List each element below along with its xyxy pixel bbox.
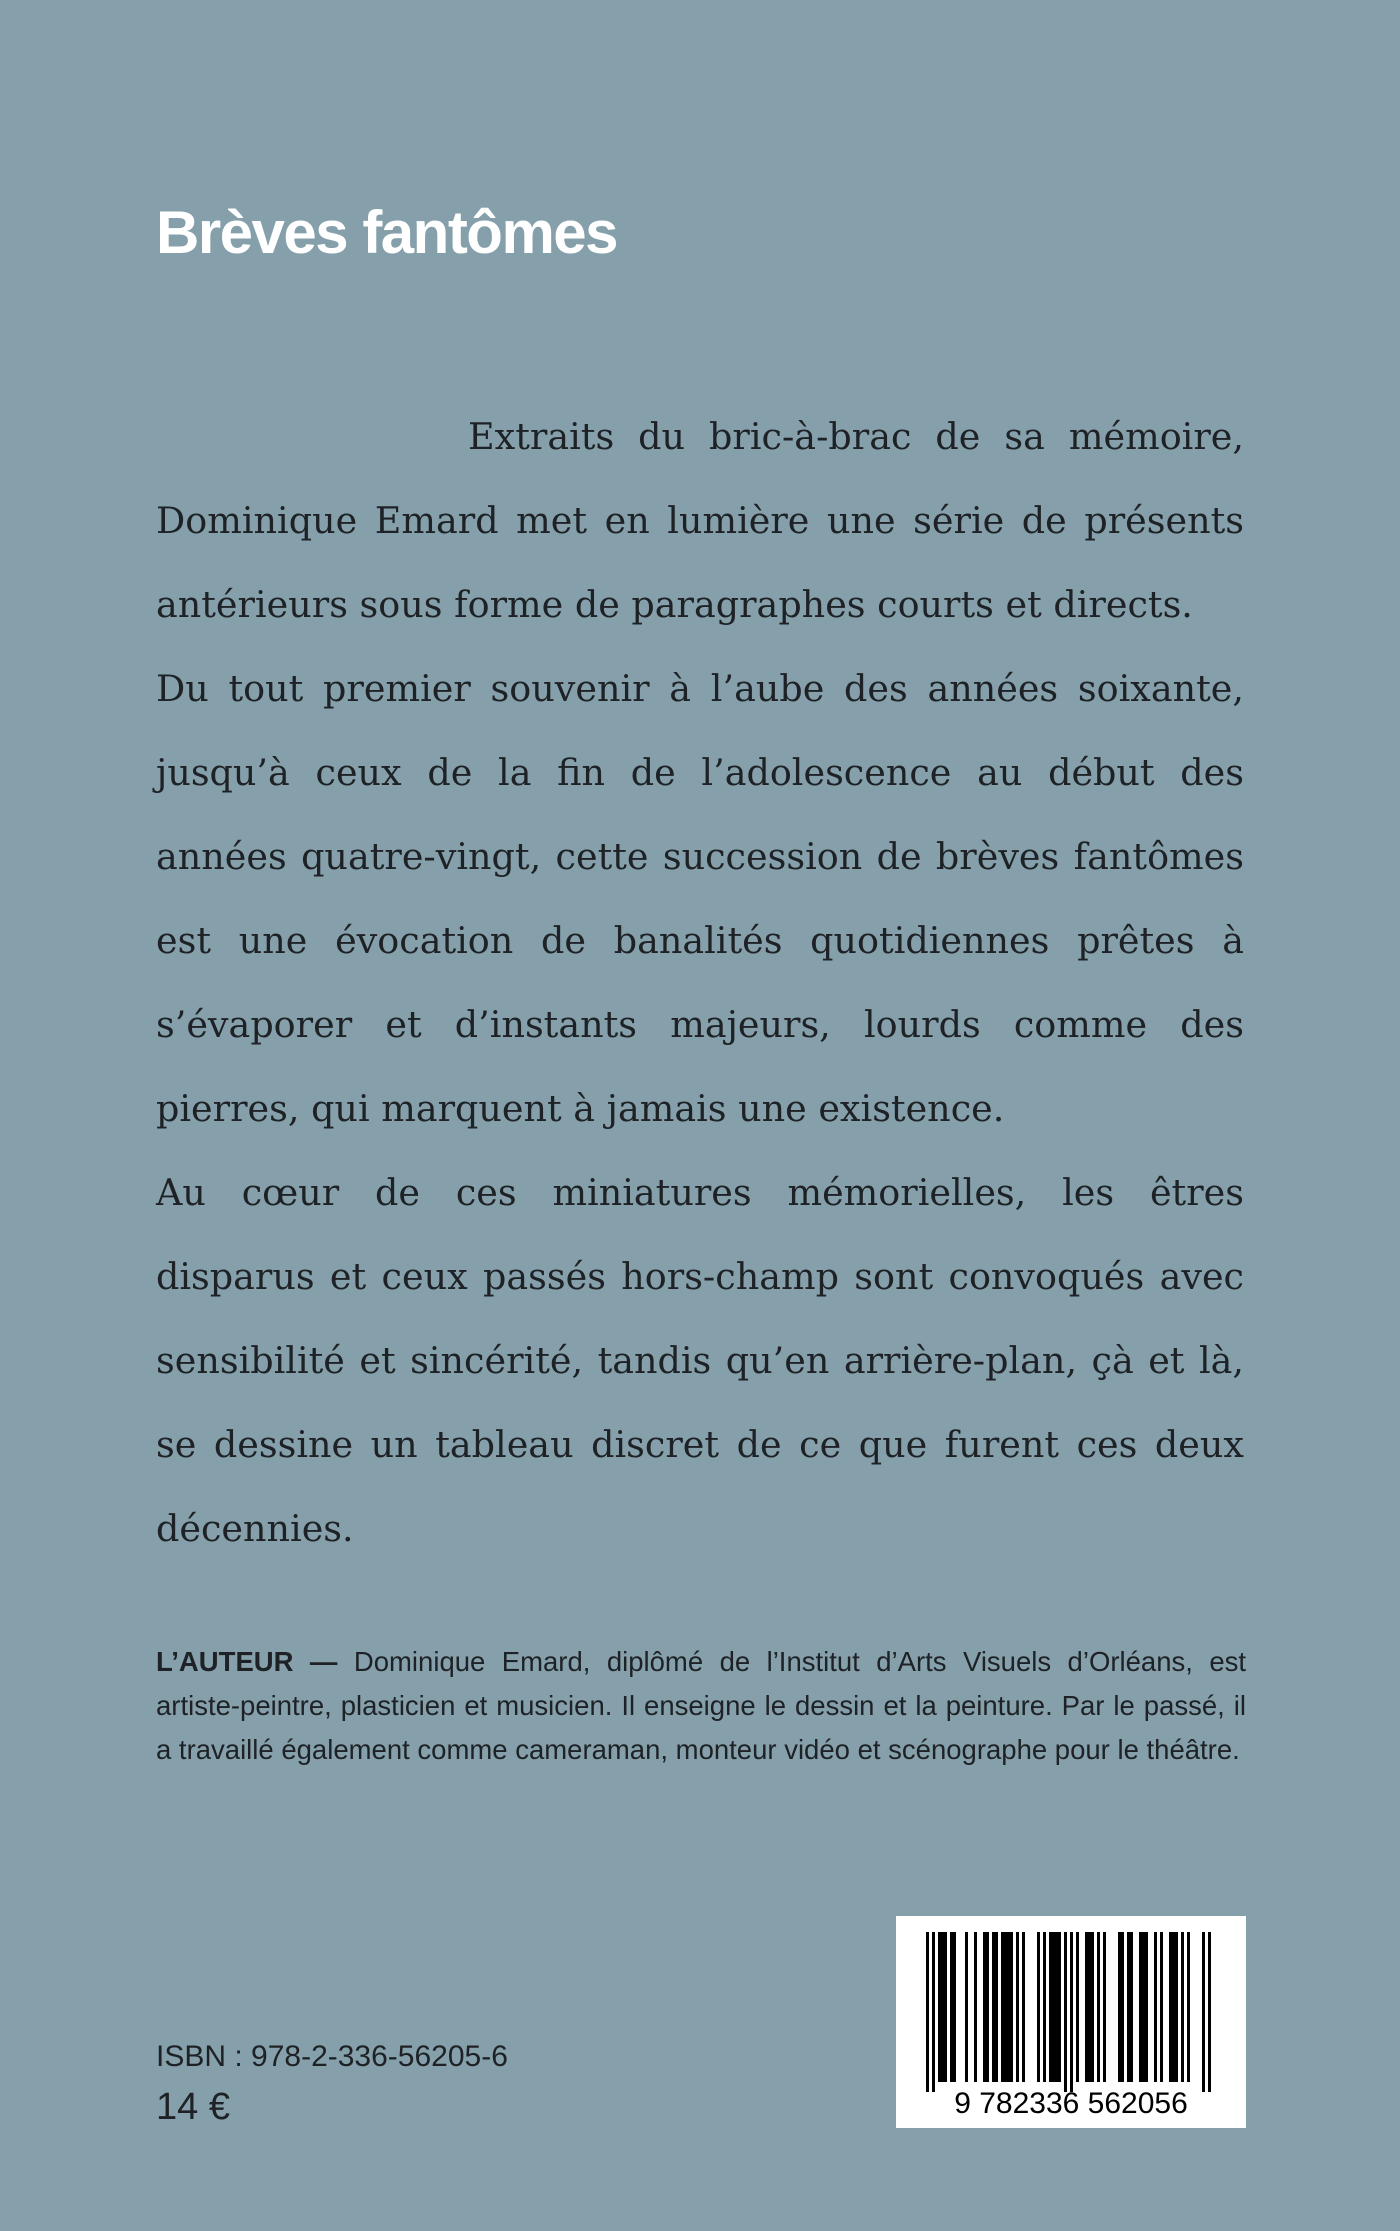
barcode-bar	[1187, 1932, 1190, 2082]
barcode-bar	[1058, 1932, 1061, 2082]
barcode-bar	[1055, 1932, 1058, 2082]
barcode-bar	[1043, 1932, 1046, 2082]
barcode-bar	[938, 1932, 941, 2082]
author-bio-text: Dominique Emard, diplômé de l’Institut d’Arts Visuels d’Orléans, est artiste-peintre, plasticien et musicien. Il enseigne le dessin et la peinture. Par le passé, il a travaillé également comme cameraman, monteur vidéo et scénographe pour le théâtre.	[156, 1646, 1247, 1765]
barcode-bar	[995, 1932, 998, 2082]
barcode-bar	[1160, 1932, 1163, 2082]
author-label: L’AUTEUR —	[156, 1646, 338, 1677]
barcode-bar	[926, 1932, 929, 2092]
blurb-paragraph-2: Du tout premier souvenir à l’aube des années soixante, jusqu’à ceux de la fin de l’adolescence au début des années quatre-vingt, cette succession de brèves fantômes est une évocation de banalités quotidiennes prêtes à s’évaporer et d’instants majeurs, lourds comme des pierres, qui marquent à jamais une existence.	[156, 667, 1244, 1130]
barcode-bar	[1181, 1932, 1184, 2082]
barcode-bar	[1097, 1932, 1100, 2082]
barcode-bar	[1016, 1932, 1019, 2082]
barcode-bar	[1037, 1932, 1040, 2082]
barcode-bar	[1202, 1932, 1205, 2092]
barcode-bar	[1085, 1932, 1088, 2082]
barcode-bar	[1076, 1932, 1079, 2082]
barcode-bar	[1142, 1932, 1145, 2082]
barcode	[896, 1916, 1246, 2128]
barcode-bar	[974, 1932, 977, 2082]
barcode-bar	[1172, 1932, 1175, 2082]
blurb-paragraph-1: Extraits du bric-à-brac de sa mémoire, Dominique Emard met en lumière une série de présents antérieurs sous forme de paragraphes courts et directs.	[156, 415, 1244, 626]
barcode-bar	[1154, 1932, 1157, 2082]
barcode-bar	[1064, 1932, 1067, 2092]
barcode-bar	[1169, 1932, 1172, 2082]
barcode-bar	[1070, 1932, 1073, 2092]
barcode-bar	[950, 1932, 953, 2082]
barcode-bar	[1001, 1932, 1004, 2082]
barcode-bar	[1091, 1932, 1094, 2082]
blurb-paragraph-3: Au cœur de ces miniatures mémorielles, les êtres disparus et ceux passés hors-champ sont convoqués avec sensibilité et sincérité, tandis qu’en arrière-plan, çà et là, se dessine un tableau discret de ce que furent ces deux décennies.	[156, 1171, 1244, 1550]
barcode-number: 9 782336 562056	[954, 2087, 1188, 2120]
barcode-bar	[1175, 1932, 1178, 2082]
barcode-bar	[1145, 1932, 1148, 2082]
barcode-graphic	[896, 1916, 1246, 2128]
barcode-bar	[992, 1932, 995, 2082]
barcode-bars	[926, 1932, 1211, 2092]
barcode-bar	[1121, 1932, 1124, 2082]
barcode-bar	[986, 1932, 989, 2082]
barcode-bar	[1007, 1932, 1010, 2082]
price: 14 €	[156, 2086, 230, 2128]
book-title: Brèves fantômes	[156, 199, 618, 266]
barcode-bar	[1004, 1932, 1007, 2082]
isbn: ISBN : 978-2-336-56205-6	[156, 2040, 508, 2073]
barcode-bar	[953, 1932, 956, 2082]
back-cover-blurb	[156, 395, 1244, 1571]
barcode-bar	[944, 1932, 947, 2082]
barcode-bar	[1118, 1932, 1121, 2082]
barcode-bar	[1052, 1932, 1055, 2082]
author-bio	[156, 1640, 1246, 1772]
barcode-bar	[983, 1932, 986, 2082]
barcode-bar	[1010, 1932, 1013, 2082]
barcode-bar	[1130, 1932, 1133, 2082]
barcode-bar	[1139, 1932, 1142, 2082]
barcode-bar	[1022, 1932, 1025, 2082]
barcode-bar	[1088, 1932, 1091, 2082]
barcode-bar	[965, 1932, 968, 2082]
barcode-bar	[1208, 1932, 1211, 2092]
barcode-bar	[932, 1932, 935, 2092]
barcode-bar	[1049, 1932, 1052, 2082]
barcode-bar	[1103, 1932, 1106, 2082]
barcode-bar	[1127, 1932, 1130, 2082]
barcode-bar	[941, 1932, 944, 2082]
